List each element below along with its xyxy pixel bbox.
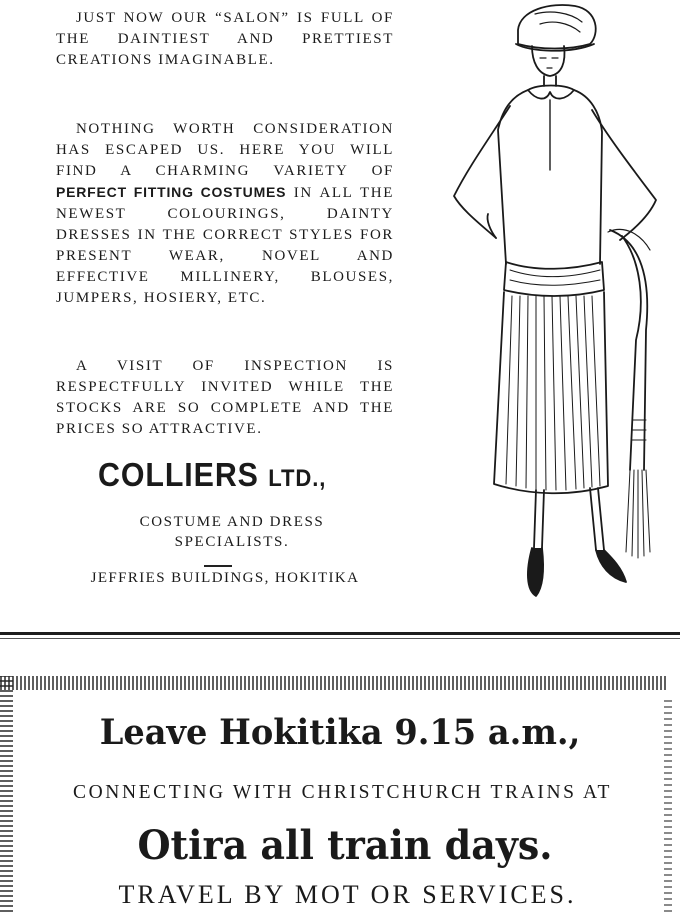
- specialists-line-1: COSTUME AND DRESS: [139, 514, 325, 530]
- intro-text: JUST NOW OUR “SALON” IS FULL OF THE DAINTIEST AND PRETTIEST CREATIONS IMAGINABLE.: [56, 10, 394, 68]
- address-rule: [204, 565, 232, 567]
- section-divider: [0, 632, 680, 635]
- variety-text-end: IN ALL THE NEWEST COLOURINGS, DAINTY DRESSES IN THE CORRECT STYLES FOR PRESENT WEAR, NOVEL AND EFFECTIVE MILLINERY, BLOUSES, JUMPERS, HOSIERY, ETC.: [56, 185, 394, 306]
- connection-line: CONNECTING WITH CHRISTCHURCH TRAINS AT: [72, 782, 613, 803]
- fashion-illustration: [440, 0, 680, 610]
- left-leg: [534, 490, 544, 548]
- scarf-fringe: [626, 470, 650, 558]
- hat-brim: [516, 44, 594, 51]
- perfect-fitting-costumes: PERFECT FITTING COSTUMES: [56, 184, 287, 200]
- hat-crown: [518, 5, 596, 49]
- collar: [528, 86, 574, 99]
- waist-sash: [504, 262, 604, 296]
- store-address: JEFFRIES BUILDINGS, HOKITIKA: [90, 570, 360, 586]
- section-divider-thin: [0, 638, 680, 639]
- left-shoe: [528, 548, 543, 596]
- brand-heading: [98, 456, 326, 494]
- variety-text-start: NOTHING WORTH CONSIDERATION HAS ESCAPED US. HERE YOU WILL FIND A CHARMING VARIETY OF: [56, 121, 394, 179]
- variety-paragraph: [56, 119, 394, 309]
- right-leg: [590, 488, 604, 550]
- invitation-text: A VISIT OF INSPECTION IS RESPECTFULLY INVITED WHILE THE STOCKS ARE SO COMPLETE AND THE PRICES SO ATTRACTIVE.: [56, 358, 394, 437]
- intro-paragraph: [56, 8, 394, 71]
- ad-border-left: [0, 676, 13, 912]
- brand-suffix: LTD.,: [268, 465, 327, 492]
- scarf: [610, 230, 647, 470]
- left-arm: [454, 106, 510, 238]
- departure-headline: Leave Hokitika 9.15 a.m.,: [99, 712, 581, 753]
- invitation-paragraph: [56, 356, 394, 440]
- specialists-line-2: SPECIALISTS.: [174, 534, 290, 550]
- ad-border-top: [0, 676, 668, 690]
- destination-headline: Otira all train days.: [137, 822, 553, 869]
- ad-border-right: [664, 700, 672, 912]
- brand-name: COLLIERS: [98, 456, 259, 493]
- right-shoe: [596, 550, 626, 582]
- specialists-tagline: [92, 512, 372, 552]
- travel-line: TRAVEL BY MOT OR SERVICES.: [118, 880, 577, 909]
